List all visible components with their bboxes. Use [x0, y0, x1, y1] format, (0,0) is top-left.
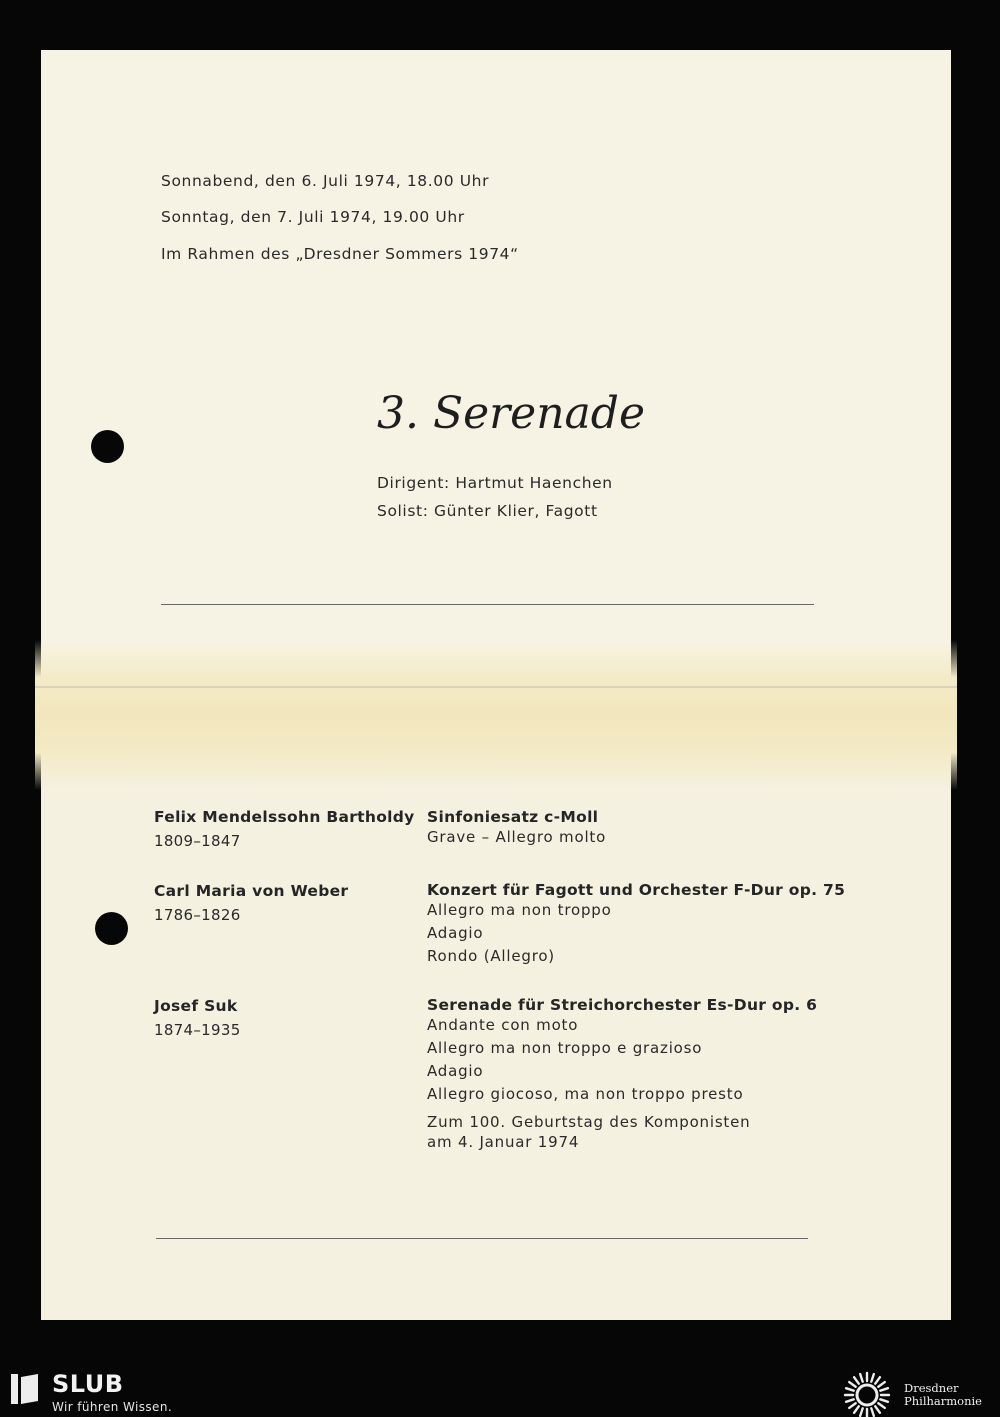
composer-name: Felix Mendelssohn Bartholdy — [154, 808, 415, 826]
sunburst-ray — [875, 1377, 880, 1383]
sunburst-ray — [846, 1388, 854, 1390]
movement: Grave – Allegro molto — [427, 828, 607, 846]
sunburst-ray — [860, 1408, 862, 1416]
sunburst-ray — [854, 1406, 859, 1412]
festival-line: Im Rahmen des „Dresdner Sommers 1974“ — [161, 245, 519, 263]
sunburst-ray — [849, 1403, 855, 1408]
book-icon — [11, 1374, 39, 1404]
sunburst-ray — [878, 1382, 884, 1387]
composer-name: Josef Suk — [154, 997, 238, 1015]
work-entry — [427, 996, 817, 1152]
work-entry — [427, 808, 606, 849]
sunburst-ray — [880, 1388, 888, 1390]
sunburst-ray — [849, 1382, 855, 1387]
sunburst-ray — [854, 1377, 859, 1383]
sunburst-ray — [846, 1399, 854, 1401]
composer-name: Carl Maria von Weber — [154, 882, 349, 900]
composer-entry — [154, 808, 415, 850]
fold-line — [35, 686, 957, 688]
punch-hole-top — [91, 430, 124, 463]
conductor-credit: Dirigent: Hartmut Haenchen — [377, 474, 613, 492]
composer-years: 1809–1847 — [154, 832, 241, 850]
sunburst-ray — [871, 1374, 873, 1382]
philharmonie-logo-text — [904, 1382, 982, 1408]
composer-years: 1874–1935 — [154, 1021, 241, 1039]
note-line: am 4. Januar 1974 — [427, 1133, 580, 1151]
anniversary-note — [427, 1112, 817, 1152]
movement: Adagio — [427, 924, 484, 942]
movement: Adagio — [427, 1062, 484, 1080]
program-sheet — [41, 50, 951, 1320]
sunburst-ray — [860, 1374, 862, 1382]
sunburst-ray — [871, 1408, 873, 1416]
composer-entry — [154, 882, 348, 924]
divider-top — [161, 604, 814, 605]
philharmonie-line-1: Dresdner — [904, 1381, 959, 1395]
sunburst-ray — [880, 1399, 888, 1401]
slub-tagline: Wir führen Wissen. — [52, 1400, 173, 1414]
composer-entry — [154, 997, 241, 1039]
movement: Andante con moto — [427, 1016, 579, 1034]
sunburst-ray — [878, 1403, 884, 1408]
movement: Allegro ma non troppo — [427, 901, 612, 919]
sunburst-icon — [842, 1370, 892, 1417]
work-title: Konzert für Fagott und Orchester F-Dur op. 75 — [427, 881, 846, 899]
punch-hole-bottom — [95, 912, 128, 945]
philharmonie-line-2: Philharmonie — [904, 1394, 982, 1408]
note-line: Zum 100. Geburtstag des Komponisten — [427, 1113, 751, 1131]
divider-bottom — [156, 1238, 808, 1239]
work-entry — [427, 881, 845, 968]
date-line-2: Sonntag, den 7. Juli 1974, 19.00 Uhr — [161, 208, 465, 226]
sunburst-ray — [875, 1406, 880, 1412]
movement: Rondo (Allegro) — [427, 947, 555, 965]
soloist-credit: Solist: Günter Klier, Fagott — [377, 502, 598, 520]
fold-crease — [35, 640, 957, 790]
slub-logo-text: SLUB — [52, 1370, 124, 1398]
work-title: Serenade für Streichorchester Es-Dur op. 6 — [427, 996, 818, 1014]
movement: Allegro giocoso, ma non troppo presto — [427, 1085, 744, 1103]
movement: Allegro ma non troppo e grazioso — [427, 1039, 703, 1057]
upper-panel — [41, 50, 951, 690]
work-title: Sinfoniesatz c-Moll — [427, 808, 599, 826]
date-line-1: Sonnabend, den 6. Juli 1974, 18.00 Uhr — [161, 172, 490, 190]
concert-title: 3. Serenade — [377, 388, 645, 439]
composer-years: 1786–1826 — [154, 906, 241, 924]
